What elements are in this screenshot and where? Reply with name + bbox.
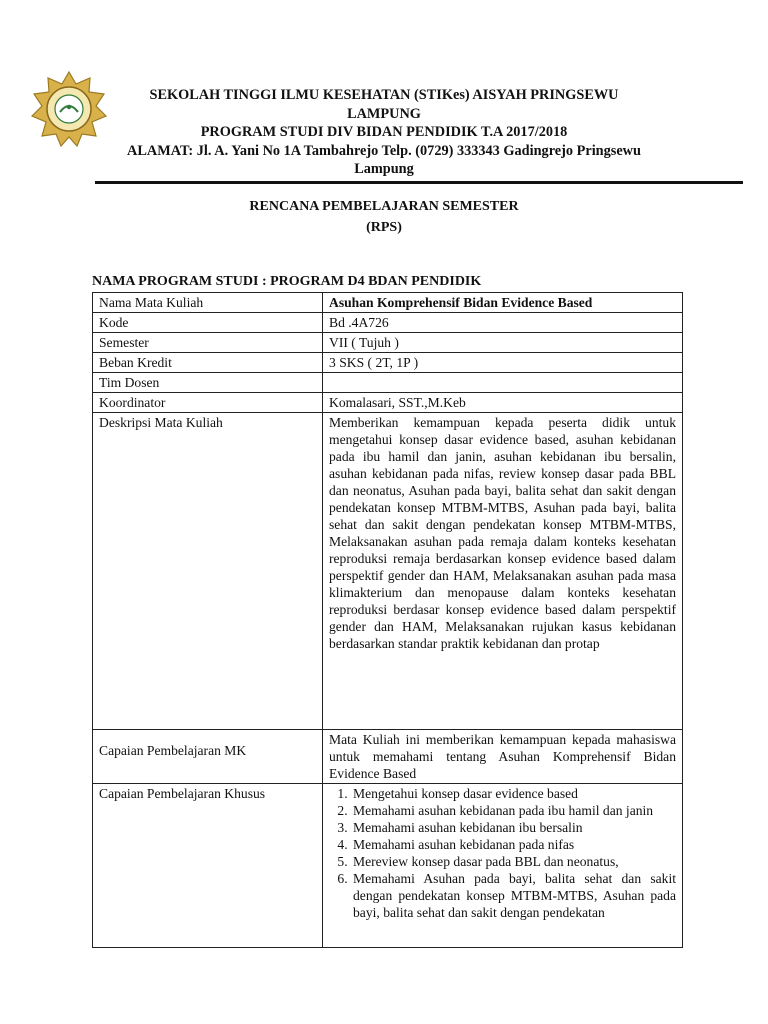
specific-outcomes-cell [323,784,683,948]
learning-outcome-value: Mata Kuliah ini memberikan kemampuan kepada mahasiswa untuk memahami tentang Asuhan Komprehensif Bidan Evidence Based [323,730,683,784]
row-label: Tim Dosen [93,373,323,393]
credit-value: 3 SKS ( 2T, 1P ) [323,353,683,373]
specific-outcomes-list [329,785,676,921]
header-line-2: LAMPUNG [347,105,421,122]
table-row [93,393,683,413]
table-row [93,333,683,353]
row-label: Capaian Pembelajaran Khusus [93,784,323,948]
course-name-value: Asuhan Komprehensif Bidan Evidence Based [323,293,683,313]
logo-emblem [30,70,108,148]
institution-logo [30,70,108,148]
row-label: Koordinator [93,393,323,413]
header-line-1: SEKOLAH TINGGI ILMU KESEHATAN (STIKes) AISYAH PRINGSEWU [149,87,619,103]
program-name: NAMA PROGRAM STUDI : PROGRAM D4 BDAN PENDIDIK [92,274,482,289]
header-line-5: Lampung [354,161,414,177]
list-item: 1. Mengetahui konsep dasar evidence based [351,785,676,802]
specific-outcomes-clip [329,785,676,946]
header-line-3: PROGRAM STUDI DIV BIDAN PENDIDIK T.A 2017/2018 [200,124,568,140]
row-label: Capaian Pembelajaran MK [93,730,323,784]
list-item: 5. Mereview konsep dasar pada BBL dan neonatus, [351,853,676,870]
table-row [93,313,683,333]
subtitle-text: (RPS) [366,220,402,235]
row-label: Beban Kredit [93,353,323,373]
table-row [93,353,683,373]
header-divider [95,181,743,184]
title-text: RENCANA PEMBELAJARAN SEMESTER [249,199,519,214]
row-label: Deskripsi Mata Kuliah [93,413,323,730]
table-row [93,784,683,948]
row-label: Nama Mata Kuliah [93,293,323,313]
coordinator-value: Komalasari, SST.,M.Keb [323,393,683,413]
course-code-value: Bd .4A726 [323,313,683,333]
list-item: 2. Memahami asuhan kebidanan pada ibu hamil dan janin [351,802,676,819]
table-row [93,730,683,784]
list-item: 3. Memahami asuhan kebidanan ibu bersalin [351,819,676,836]
semester-value: VII ( Tujuh ) [323,333,683,353]
list-item: 6. Memahami Asuhan pada bayi, balita sehat dan sakit dengan pendekatan konsep MTBM-MTBS, Asuhan pada bayi, balita sehat dan sakit dengan pendekatan [351,870,676,921]
document-title [100,196,668,238]
table-row [93,373,683,393]
table-row [93,293,683,313]
row-label: Kode [93,313,323,333]
header-address: ALAMAT: Jl. A. Yani No 1A Tambahrejo Telp. (0729) 333343 Gadingrejo Pringsewu [127,142,641,159]
rps-table [92,292,683,948]
table-row [93,413,683,730]
institution-header [100,86,668,179]
list-item: 4. Memahami asuhan kebidanan pada nifas [351,836,676,853]
row-label: Semester [93,333,323,353]
lecturer-team-value [323,373,683,393]
description-value: Memberikan kemampuan kepada peserta didik untuk mengetahui konsep dasar evidence based, asuhan kebidanan pada ibu hamil dan janin, asuhan kebidanan ibu bersalin, asuhan kebidanan pada nifas, review konsep dasar pada BBL dan neonatus, Asuhan pada bayi, balita sehat dan sakit dengan pendekatan konsep MTBM-MTBS, Asuhan pada bayi, balita sehat dan sakit dengan pendekatan konsep MTBM-MTBS, Melaksanakan asuhan pada remaja dalam konteks kesehatan reproduksi remaja berdasarkan konsep evidence based dalam perspektif gender dan HAM, Melaksanakan asuhan pada masa klimakterium dan menopause dalam konteks kesehatan reproduksi berdasar konsep evidence based dalam perspektif gender dan HAM, Melaksanakan rujukan kasus kebidanan berdasarkan standar praktik kebidanan dan protap [323,413,683,730]
